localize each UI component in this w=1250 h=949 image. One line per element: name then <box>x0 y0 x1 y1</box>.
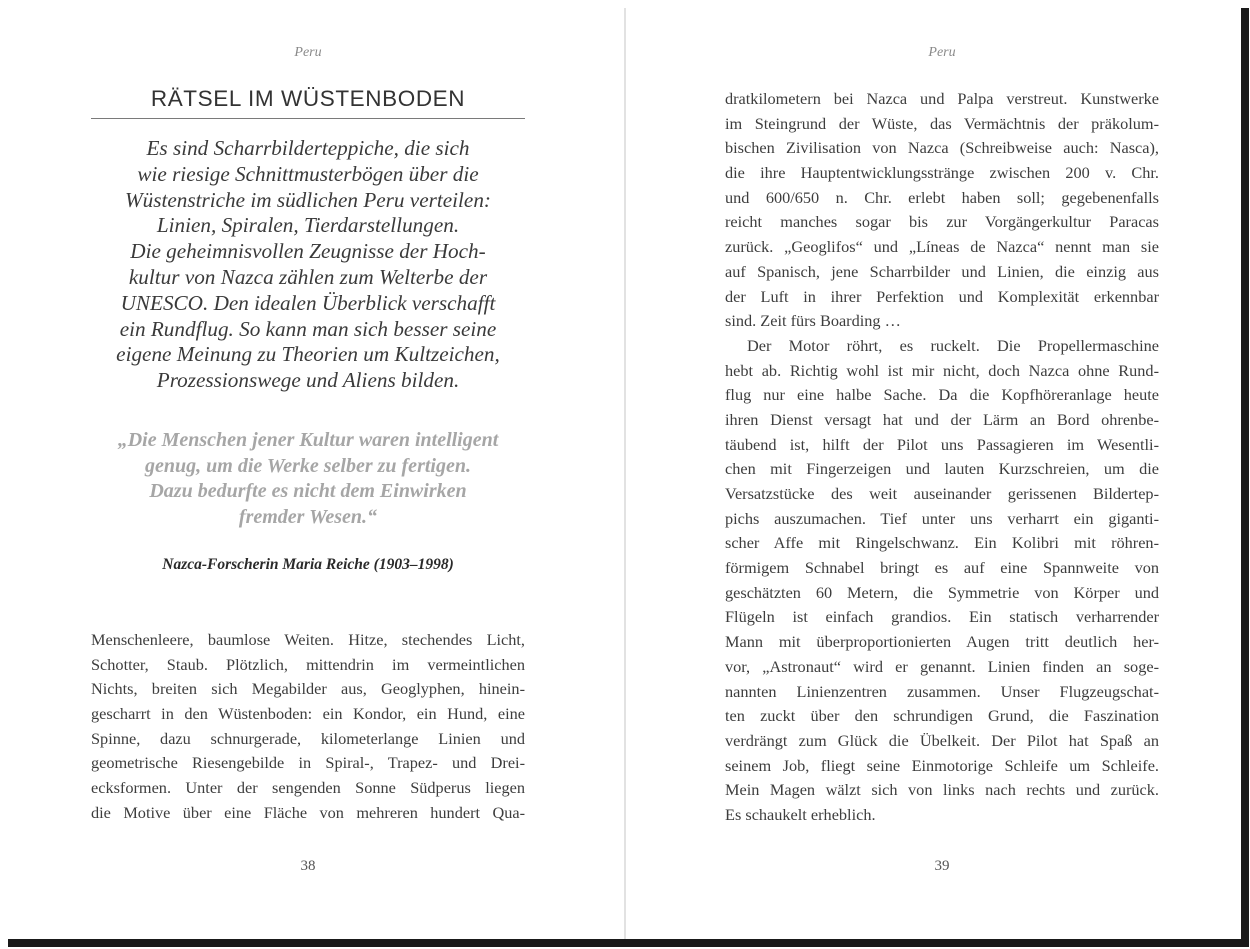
body-line: scher Affe mit Ringelschwanz. Ein Kolibri mit röhren- <box>725 533 1159 553</box>
body-line: reicht manches sogar bis zur Vorgängerkultur Paracas <box>725 212 1159 232</box>
intro-line: eigene Meinung zu Theorien um Kultzeichen, <box>116 342 500 367</box>
body-line: dratkilometern bei Nazca und Palpa verstreut. Kunstwerke <box>725 89 1159 108</box>
body-line: hebt ab. Richtig wohl ist mir nicht, doch Nazca ohne Rund- <box>725 360 1159 380</box>
body-line: Versatzstücke des weit auseinander gerissenen Bildertep- <box>725 484 1159 503</box>
body-line: und 600/650 n. Chr. erlebt haben soll; gegebenenfalls <box>725 187 1159 207</box>
body-line: ecksformen. Unter der sengenden Sonne Südperus liegen <box>91 778 525 798</box>
book-spine <box>624 8 626 939</box>
body-line: auf Spanisch, jene Scharrbilder und Linien, die einzig aus <box>725 261 1159 281</box>
body-line: geometrische Riesengebilde in Spiral-, Trapez- und Drei- <box>91 753 525 773</box>
body-line: Flügeln ist einfach grandios. Ein statisch verharrender <box>725 607 1159 627</box>
quote-line: fremder Wesen.“ <box>238 505 378 528</box>
quote-attribution: Nazca-Forscherin Maria Reiche (1903–1998) <box>162 556 454 573</box>
body-line: sind. Zeit fürs Boarding … <box>725 311 901 331</box>
right-page <box>725 0 1159 939</box>
chapter-title: RÄTSEL IM WÜSTENBODEN <box>150 86 466 111</box>
intro-line: Wüstenstriche im südlichen Peru verteilen: <box>125 187 491 212</box>
running-head: Peru <box>928 45 956 60</box>
body-text <box>725 87 1159 828</box>
chapter-intro <box>91 136 525 394</box>
quote-line: Dazu bedurfte es nicht dem Einwirken <box>149 480 467 502</box>
intro-line: Linien, Spiralen, Tierdarstellungen. <box>156 213 460 238</box>
body-line: geschätzten 60 Metern, die Symmetrie von Körper und <box>725 582 1159 602</box>
body-line: zurück. „Geoglifos“ und „Líneas de Nazca“ nennt man sie <box>725 237 1159 257</box>
body-line: chen mit Fingerzeigen und lauten Kurzschreien, um die <box>725 459 1159 479</box>
body-line: seinem Job, fliegt seine Einmotorige Schleife um Schleife. <box>725 755 1159 775</box>
body-line: Schotter, Staub. Plötzlich, mittendrin im vermeintlichen <box>91 654 525 674</box>
intro-line: wie riesige Schnittmusterbögen über die <box>137 161 479 186</box>
body-line: vor, „Astronaut“ wird er genannt. Linien finden an soge- <box>725 656 1159 676</box>
body-line: Der Motor röhrt, es ruckelt. Die Propellermaschine <box>747 335 1159 355</box>
running-head: Peru <box>294 45 322 60</box>
body-line: bischen Zivilisation von Nazca (Schreibweise auch: Nasca), <box>725 138 1159 158</box>
body-line: nannten Linienzentren zusammen. Unser Flugzeugschat- <box>725 681 1159 701</box>
body-line: die Motive über eine Fläche von mehreren hundert Qua- <box>91 802 525 822</box>
title-divider <box>91 118 525 119</box>
left-page <box>91 0 525 939</box>
body-line: im Steingrund der Wüste, das Vermächtnis der präkolum- <box>725 113 1159 133</box>
page-number: 39 <box>934 858 950 874</box>
body-line: Menschenleere, baumlose Weiten. Hitze, stechendes Licht, <box>91 630 525 649</box>
pull-quote <box>91 428 525 530</box>
intro-line: kultur von Nazca zählen zum Welterbe der <box>128 264 488 289</box>
body-line: gescharrt in den Wüstenboden: ein Kondor, ein Hund, eine <box>91 704 525 724</box>
body-line: pichs auszumachen. Tief unter uns verharrt ein giganti- <box>725 508 1159 528</box>
body-line: förmigem Schnabel bringt es auf eine Spannweite von <box>725 558 1159 578</box>
body-line: Spinne, dazu schnurgerade, kilometerlange Linien und <box>91 728 525 748</box>
body-line: verdrängt zum Glück die Übelkeit. Der Pilot hat Spaß an <box>725 730 1159 750</box>
body-text <box>91 628 525 826</box>
intro-line: ein Rundflug. So kann man sich besser seine <box>119 316 497 341</box>
quote-line: „Die Menschen jener Kultur waren intelligent <box>117 429 499 451</box>
intro-line: Die geheimnisvollen Zeugnisse der Hoch- <box>130 239 486 264</box>
body-line: täubend ist, hilft der Pilot uns Passagieren im Wesentli- <box>725 434 1159 454</box>
intro-line: UNESCO. Den idealen Überblick verschafft <box>120 290 496 315</box>
body-line: flug nur eine halbe Sache. Da die Kopfhöreranlage heute <box>725 385 1159 405</box>
body-line: Nichts, breiten sich Megabilder aus, Geoglyphen, hinein- <box>91 679 525 699</box>
body-line: die ihre Hauptentwicklungsstränge zwischen 200 v. Chr. <box>725 163 1159 183</box>
body-line: ten zuckt über den schrundigen Grund, die Faszination <box>725 706 1159 726</box>
quote-line: genug, um die Werke selber zu fertigen. <box>145 454 471 477</box>
body-line: der Luft in ihrer Perfektion und Komplexität erkennbar <box>725 286 1159 306</box>
body-line: Mein Magen wälzt sich von links nach rechts und zurück. <box>725 780 1159 800</box>
intro-line: Prozessionswege und Aliens bilden. <box>156 368 460 393</box>
page-number: 38 <box>300 858 316 874</box>
body-line: Mann mit überproportionierten Augen tritt deutlich her- <box>725 632 1159 652</box>
body-line: ihren Dienst versagt hat und der Lärm an Bord ohrenbe- <box>725 409 1159 429</box>
intro-line: Es sind Scharrbilderteppiche, die sich <box>146 136 470 160</box>
body-line: Es schaukelt erheblich. <box>725 804 876 824</box>
